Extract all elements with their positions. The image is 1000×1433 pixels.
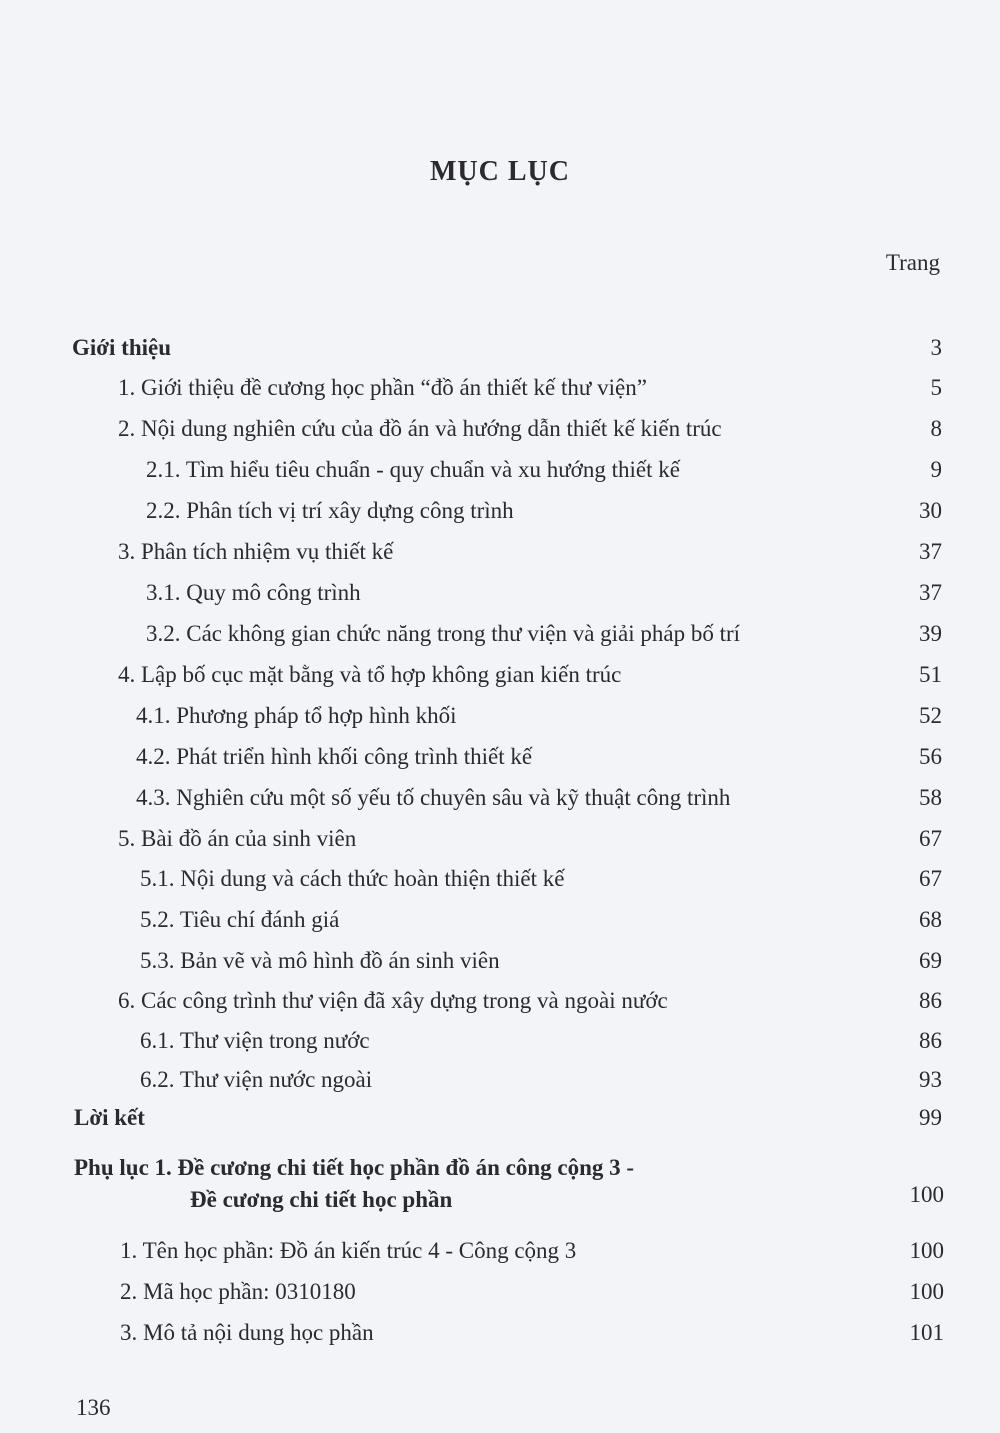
toc-entry-title: 4.2. Phát triển hình khối công trình thiết kế bbox=[136, 744, 533, 769]
toc-entry-title: 4. Lập bố cục mặt bằng và tổ hợp không gian kiến trúc bbox=[118, 662, 622, 687]
toc-entry-title: 3. Phân tích nhiệm vụ thiết kế bbox=[118, 539, 394, 564]
toc-entry-title: 3.1. Quy mô công trình bbox=[146, 580, 361, 605]
toc-entry-page: 52 bbox=[919, 703, 942, 728]
toc-entry-page: 5 bbox=[930, 375, 942, 400]
appendix-heading-line1: Phụ lục 1. Đề cương chi tiết học phần đồ án công cộng 3 - bbox=[74, 1155, 635, 1180]
toc-entry-page: 30 bbox=[919, 498, 942, 523]
toc-entry-title: 5.3. Bản vẽ và mô hình đồ án sinh viên bbox=[140, 948, 500, 973]
toc-entry-page: 67 bbox=[919, 866, 942, 891]
toc-entry-page: 9 bbox=[930, 457, 942, 482]
toc-entry-title: 4.1. Phương pháp tổ hợp hình khối bbox=[136, 703, 457, 728]
toc-entry-title: 6.2. Thư viện nước ngoài bbox=[140, 1067, 373, 1092]
appendix-entry-page: 100 bbox=[909, 1238, 944, 1263]
page-column-header: Trang bbox=[885, 250, 940, 275]
appendix-page: 100 bbox=[909, 1182, 944, 1207]
toc-entry-title: 2. Nội dung nghiên cứu của đồ án và hướng dẫn thiết kế kiến trúc bbox=[118, 416, 722, 441]
page-title: MỤC LỤC bbox=[430, 156, 570, 187]
toc-entry-page: 39 bbox=[919, 621, 942, 646]
toc-entry-page: 68 bbox=[919, 907, 942, 932]
toc-entry-page: 8 bbox=[930, 416, 942, 441]
appendix-heading bbox=[74, 1152, 974, 1216]
toc-entry-page: 3 bbox=[930, 335, 942, 360]
appendix-entry-page: 101 bbox=[909, 1320, 944, 1345]
appendix-entry-title: 1. Tên học phần: Đồ án kiến trúc 4 - Công cộng 3 bbox=[120, 1238, 577, 1263]
toc-entry-page: 67 bbox=[919, 826, 942, 851]
toc-entry-page: 86 bbox=[919, 1028, 942, 1053]
toc-entry-page: 99 bbox=[919, 1105, 942, 1130]
toc-entry-page: 51 bbox=[919, 662, 942, 687]
toc-entry-title: 5.2. Tiêu chí đánh giá bbox=[140, 907, 340, 932]
appendix-heading-line2: Đề cương chi tiết học phần bbox=[190, 1187, 453, 1212]
toc-entry-title: 4.3. Nghiên cứu một số yếu tố chuyên sâu và kỹ thuật công trình bbox=[136, 785, 731, 810]
toc-entry-title: 2.1. Tìm hiểu tiêu chuẩn - quy chuẩn và xu hướng thiết kế bbox=[146, 457, 680, 482]
toc-entry-title: 6. Các công trình thư viện đã xây dựng trong và ngoài nước bbox=[118, 988, 668, 1013]
toc-entry-page: 37 bbox=[919, 539, 942, 564]
appendix-entry-page: 100 bbox=[909, 1279, 944, 1304]
toc-entry-title: 3.2. Các không gian chức năng trong thư viện và giải pháp bố trí bbox=[146, 621, 741, 646]
toc-entry-title: 1. Giới thiệu đề cương học phần “đồ án thiết kế thư viện” bbox=[118, 375, 647, 400]
toc-entry-page: 93 bbox=[919, 1067, 942, 1092]
toc-entry-title: 5.1. Nội dung và cách thức hoàn thiện thiết kế bbox=[140, 866, 565, 891]
page-number: 136 bbox=[76, 1395, 111, 1420]
toc-entry-title: 5. Bài đồ án của sinh viên bbox=[118, 826, 357, 851]
toc-entry-page: 69 bbox=[919, 948, 942, 973]
toc-entry-title: Lời kết bbox=[74, 1105, 145, 1130]
appendix-entry-title: 2. Mã học phần: 0310180 bbox=[120, 1279, 356, 1304]
toc-entry-page: 37 bbox=[919, 580, 942, 605]
toc-entry-title: 2.2. Phân tích vị trí xây dựng công trình bbox=[146, 498, 514, 523]
appendix-entry-title: 3. Mô tả nội dung học phần bbox=[120, 1320, 374, 1345]
toc-entry-page: 86 bbox=[919, 988, 942, 1013]
toc-entry-title: 6.1. Thư viện trong nước bbox=[140, 1028, 370, 1053]
toc-entry-title: Giới thiệu bbox=[72, 335, 171, 360]
toc-entry-page: 56 bbox=[919, 744, 942, 769]
toc-entry-page: 58 bbox=[919, 785, 942, 810]
